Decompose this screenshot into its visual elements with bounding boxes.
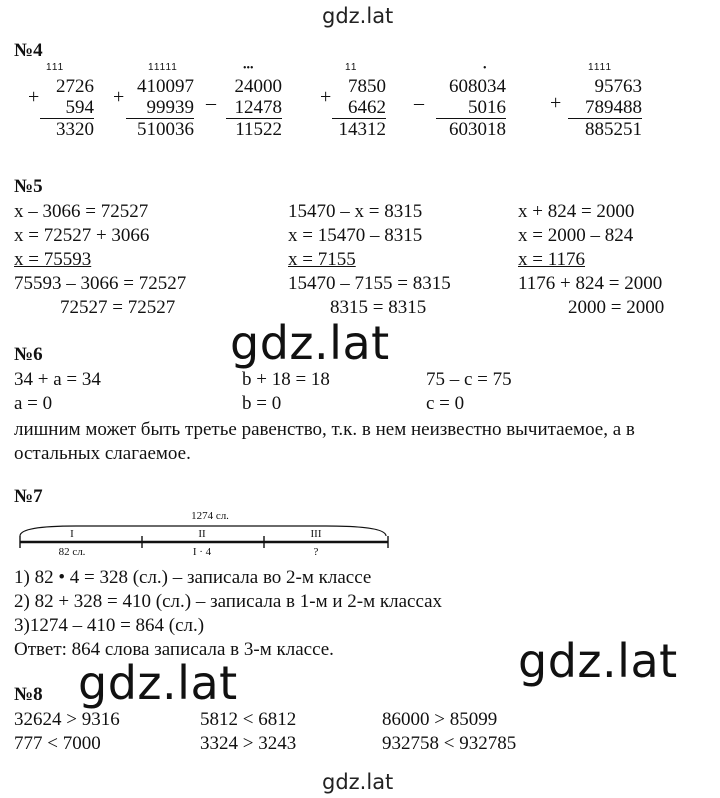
column-subtraction: 24000 12478 11522 <box>226 76 282 140</box>
column-addition: 7850 6462 14312 <box>332 76 386 140</box>
carry-digits: 1111 <box>588 62 613 73</box>
equation-line: x = 2000 – 824 <box>518 225 634 246</box>
equation-answer: x = 1176 <box>518 249 586 270</box>
check-result: 2000 = 2000 <box>568 297 665 318</box>
check-line: 15470 – 7155 = 8315 <box>288 273 451 294</box>
equation-answer: c = 0 <box>426 393 465 414</box>
comparison: 5812 < 6812 <box>200 709 297 730</box>
solution-step: 1) 82 • 4 = 328 (сл.) – записала во 2-м классе <box>14 567 372 588</box>
comparison: 86000 > 85099 <box>382 709 498 730</box>
task8-heading: №8 <box>14 684 43 705</box>
watermark: gdz.lat <box>78 656 238 710</box>
comparison: 932758 < 932785 <box>382 733 517 754</box>
answer-line: Ответ: 864 слова записала в 3-м классе. <box>14 639 334 660</box>
equation-line: x = 15470 – 8315 <box>288 225 423 246</box>
minus-sign: – <box>206 92 216 114</box>
borrow-dots: • <box>483 63 487 74</box>
column-addition: 2726 594 3320 <box>40 76 94 140</box>
column-addition: 410097 99939 510036 <box>126 76 194 140</box>
check-line: 1176 + 824 = 2000 <box>518 273 663 294</box>
task4-heading: №4 <box>14 40 43 61</box>
equation-line: 15470 – x = 8315 <box>288 201 423 222</box>
segment-below-label: ? <box>313 546 319 558</box>
plus-sign: + <box>113 86 125 108</box>
equation-answer: x = 7155 <box>288 249 356 270</box>
carry-digits: 11 <box>345 62 358 73</box>
comparison: 32624 > 9316 <box>14 709 120 730</box>
comparison: 777 < 7000 <box>14 733 101 754</box>
carry-digits: 11111 <box>148 62 178 73</box>
plus-sign: + <box>550 92 562 114</box>
equation-answer: b = 0 <box>242 393 282 414</box>
plus-sign: + <box>28 86 40 108</box>
comparison: 3324 > 3243 <box>200 733 297 754</box>
segment-part-label: II <box>198 528 206 540</box>
check-result: 72527 = 72527 <box>60 297 176 318</box>
plus-sign: + <box>320 86 332 108</box>
solution-step: 3)1274 – 410 = 864 (сл.) <box>14 615 205 636</box>
watermark: gdz.lat <box>230 316 390 370</box>
equation-line: x – 3066 = 72527 <box>14 201 149 222</box>
segment-part-label: III <box>310 528 322 540</box>
task7-heading: №7 <box>14 486 43 507</box>
minus-sign: – <box>414 92 424 114</box>
column-subtraction: 608034 5016 603018 <box>436 76 506 140</box>
watermark-top: gdz.lat <box>322 4 394 28</box>
explanation-text: остальных слагаемое. <box>14 443 191 464</box>
watermark-bottom: gdz.lat <box>322 770 394 794</box>
watermark: gdz.lat <box>518 634 678 688</box>
check-result: 8315 = 8315 <box>330 297 427 318</box>
segment-part-label: I <box>70 528 74 540</box>
segment-below-label: I · 4 <box>192 546 212 558</box>
equation-answer: x = 75593 <box>14 249 92 270</box>
check-line: 75593 – 3066 = 72527 <box>14 273 187 294</box>
equation-line: 34 + a = 34 <box>14 369 101 390</box>
explanation-text: лишним может быть третье равенство, т.к. в нем неизвестно вычитаемое, а в <box>14 419 635 440</box>
equation-line: x + 824 = 2000 <box>518 201 635 222</box>
task5-heading: №5 <box>14 176 43 197</box>
segment-below-label: 82 сл. <box>58 546 86 558</box>
equation-answer: a = 0 <box>14 393 53 414</box>
carry-digits: 111 <box>46 62 65 73</box>
equation-line: b + 18 = 18 <box>242 369 330 390</box>
task6-heading: №6 <box>14 344 43 365</box>
equation-line: 75 – c = 75 <box>426 369 512 390</box>
segment-total-label: 1274 сл. <box>191 510 229 522</box>
solution-step: 2) 82 + 328 = 410 (сл.) – записала в 1-м и 2-м классах <box>14 591 443 612</box>
equation-line: x = 72527 + 3066 <box>14 225 150 246</box>
borrow-dots: ••• <box>243 63 254 74</box>
column-addition: 95763 789488 885251 <box>568 76 642 140</box>
